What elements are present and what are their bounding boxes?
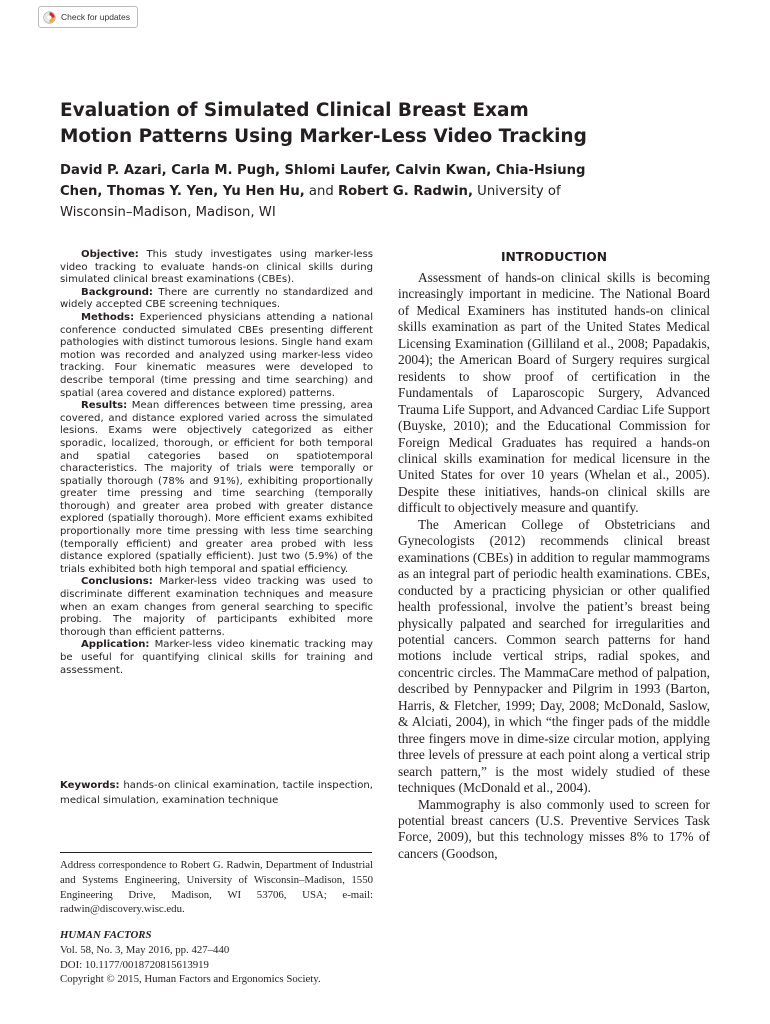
check-for-updates-label: Check for updates: [61, 12, 130, 22]
author-affiliation: Wisconsin–Madison, Madison, WI: [60, 205, 276, 220]
check-for-updates-button[interactable]: [38, 6, 138, 28]
journal-volume: Vol. 58, No. 3, May 2016, pp. 427–440: [60, 943, 230, 956]
title-line: Motion Patterns Using Marker-Less Video Tracking: [60, 126, 587, 147]
journal-name: HUMAN FACTORS: [60, 929, 152, 941]
abstract-application: Application: Marker-less video kinematic tracking may be useful for quantifying clinical skills for training and assessment.: [60, 639, 373, 676]
footnote-divider: [60, 852, 372, 853]
abstract-conclusions: Conclusions: Marker-less video tracking was used to discriminate different examination techniques and measure when an exam changes from general searching to specific probing. The majority of participants exhibited more thorough than efficient patterns.: [60, 576, 373, 638]
abstract-methods: Methods: Experienced physicians attending a national conference conducted simulated CBEs presenting different pathologies with distinct tumorous lesions. Single hand exam motion was recorded and analyzed using marker-less video tracking. Four kinematic measures were developed to describe temporal (time pressing and time searching) and spatial (area covered and distance explored) patterns.: [60, 311, 373, 399]
keywords: Keywords: hands-on clinical examination, tactile inspection, medical simulation, examination technique: [60, 780, 373, 806]
abstract-results: Results: Mean differences between time pressing, area covered, and distance explored varied across the simulated lesions. Exams were objectively categorized as either sporadic, localized, thorough, or efficient for both temporal and spatial categories based on spatiotemporal characteristics. The majority of trials were temporally or spatially thorough (78% and 91%), exhibiting proportionally greater time pressing and time searching (temporally thorough) and greater area probed with greater distance explored (spatially thorough). More efficient exams exhibited proportionally more time pressing with less time searching (temporally efficient) and greater area probed with less distance explored (spatially efficient). Just two (5.9%) of the trials exhibited both high temporal and spatial efficiency.: [60, 400, 373, 575]
introduction-body: [398, 270, 710, 862]
correspondence-address: Address correspondence to Robert G. Radwin, Department of Industrial and Systems Engineering, University of Wisconsin–Madison, 1550 Engineering Drive, Madison, WI 53706, USA; e-mail: radwin@discovery.wisc.edu.: [60, 859, 373, 916]
abstract-background: Background: There are currently no standardized and widely accepted CBE screening techniques.: [60, 286, 373, 311]
author-line: David P. Azari, Carla M. Pugh, Shlomi Laufer, Calvin Kwan, Chia-Hsiung: [60, 163, 586, 178]
title-line: Evaluation of Simulated Clinical Breast Exam: [60, 100, 529, 121]
check-for-updates-icon: [43, 11, 56, 24]
introduction-paragraph: The American College of Obstetricians and Gynecologists (2012) recommends clinical breast examinations (CBEs) in addition to regular mammograms as an integral part of periodic health examinations. CBEs, conducted by a practicing physician or other qualified health professional, involve the patient’s breast being physically palpated and searched for irregularities and potential cancers. Common search patterns for hand motions include vertical strips, radial spokes, and concentric circles. The MammaCare method of palpation, described by Pennypacker and Pilgrim in 1993 (Barton, Harris, & Fletcher, 1999; Day, 2008; McDonald, Saslow, & Alciati, 2004), in which “the finger pads of the middle three fingers move in dime-size circular motion, applying three levels of pressure at each point along a vertical strip search pattern,” is the most widely studied of these techniques (McDonald et al., 2004).: [398, 516, 710, 796]
journal-copyright: Copyright © 2015, Human Factors and Ergonomics Society.: [60, 973, 321, 986]
author-list: [60, 160, 700, 223]
journal-doi: DOI: 10.1177/0018720815613919: [60, 958, 209, 971]
abstract-objective: Objective: This study investigates using marker-less video tracking to evaluate hands-on clinical skills during simulated clinical breast examinations (CBEs).: [60, 249, 373, 286]
introduction-paragraph: Assessment of hands-on clinical skills is becoming increasingly important in medicine. The National Board of Medical Examiners has instituted hands-on clinical skills examination as part of the United States Medical Licensing Examination (Gilliland et al., 2008; Papadakis, 2004); the American Board of Surgery requires surgical residents to show proof of certification in the Fundamentals of Laparoscopic Surgery, Advanced Trauma Life Support, and Advanced Cardiac Life Support (Buyske, 2010); and the Educational Commission for Foreign Medical Graduates has required a hands-on clinical skills examination for medical licensure in the United States for over 10 years (Whelan et al., 2005). Despite these initiatives, hands-on clinical skills are difficult to objectively measure and quantify.: [398, 270, 710, 516]
article-title: [60, 98, 700, 150]
section-heading-introduction: INTRODUCTION: [500, 250, 608, 264]
author-line: Chen, Thomas Y. Yen, Yu Hen Hu, and Robert G. Radwin, University of: [60, 184, 561, 199]
abstract: [60, 249, 373, 677]
introduction-paragraph: Mammography is also commonly used to screen for potential breast cancers (U.S. Preventive Services Task Force, 2009), but this technology misses 8% to 17% of cancers (Goodson,: [398, 796, 710, 861]
journal-info: [60, 928, 380, 987]
